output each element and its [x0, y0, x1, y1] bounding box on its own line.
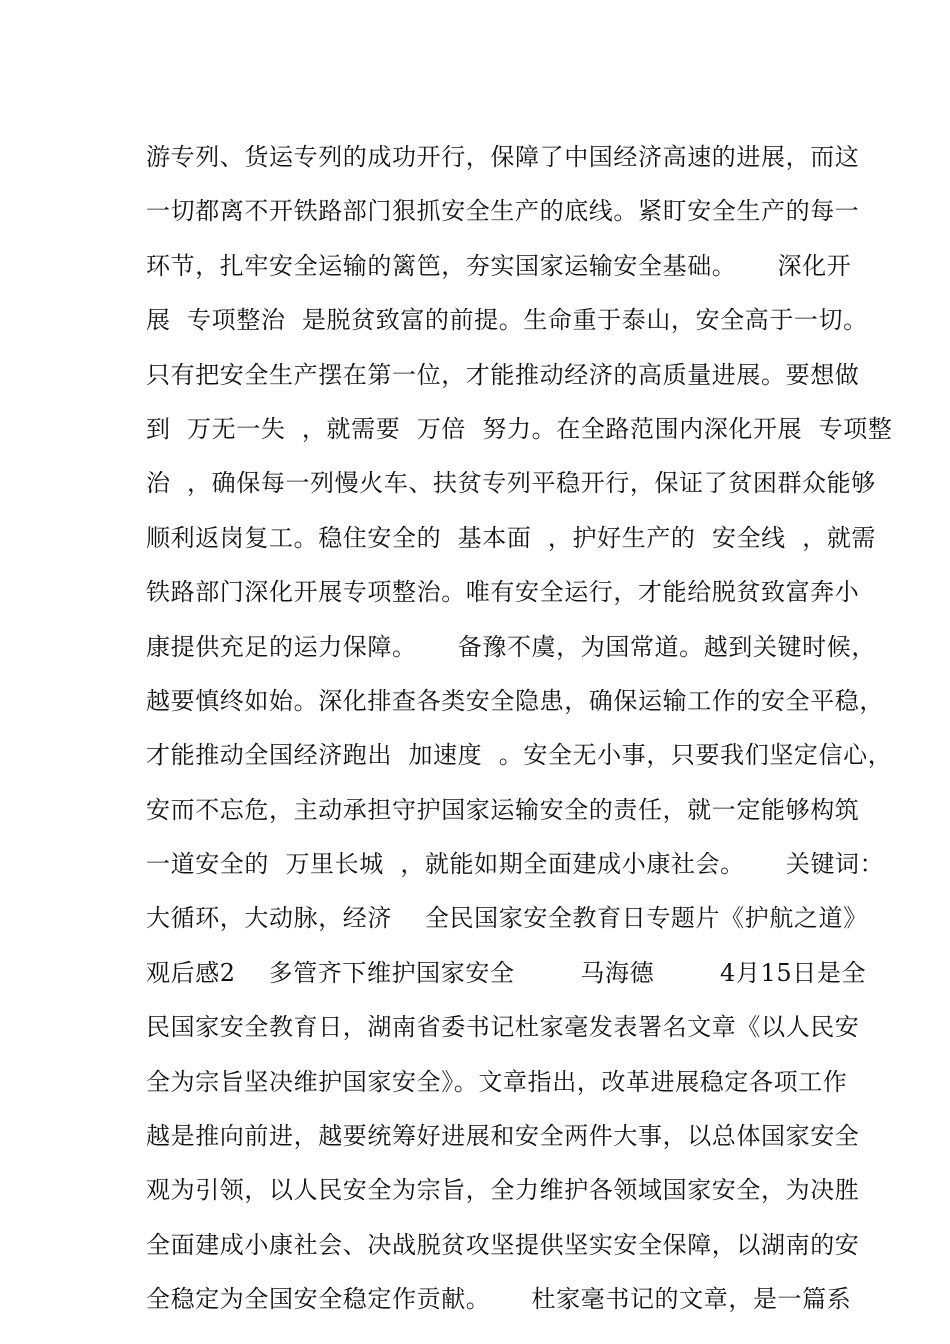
text-line: 顺利返岗复工。稳住安全的 基本面 ，护好生产的 安全线 ，就需	[146, 523, 877, 552]
text-line: 铁路部门深化开展专项整治。唯有安全运行，才能给脱贫致富奔小	[146, 578, 860, 607]
text-line: 环节，扎牢安全运输的篱笆，夯实国家运输安全基础。 深化开	[146, 251, 852, 280]
text-line: 游专列、货运专列的成功开行，保障了中国经济高速的进展，而这	[146, 143, 860, 171]
text-line: 全为宗旨坚决维护国家安全》。文章指出，改革进展稳定各项工作	[146, 1067, 848, 1096]
text-line: 观为引领，以人民安全为宗旨，全力维护各领域国家安全，为决胜	[146, 1176, 860, 1205]
body-text	[146, 130, 893, 1327]
text-line: 观后感2 多管齐下维护国家安全 马海德 4月15日是全	[146, 958, 867, 987]
text-line: 才能推动全国经济跑出 加速度 。安全无小事，只要我们坚定信心，	[146, 741, 893, 770]
text-line: 越要慎终如始。深化排查各类安全隐患，确保运输工作的安全平稳，	[146, 686, 884, 715]
text-line: 全面建成小康社会、决战脱贫攻坚提供坚实安全保障，以湖南的安	[146, 1230, 860, 1259]
text-line: 安而不忘危，主动承担守护国家运输安全的责任，就一定能够构筑	[146, 795, 860, 824]
text-line: 康提供充足的运力保障。 备豫不虞，为国常道。越到关键时候，	[146, 632, 876, 661]
text-line: 一道安全的 万里长城 ，就能如期全面建成小康社会。 关键词：	[146, 850, 885, 879]
text-line: 展 专项整治 是脱贫致富的前提。生命重于泰山，安全高于一切。	[146, 306, 868, 335]
text-line: 治 ，确保每一列慢火车、扶贫专列平稳开行，保证了贫困群众能够	[146, 469, 876, 498]
text-line: 到 万无一失 ，就需要 万倍 努力。在全路范围内深化开展 专项整	[146, 414, 893, 443]
text-line: 民国家安全教育日，湖南省委书记杜家毫发表署名文章《以人民安	[146, 1013, 860, 1042]
text-line: 一切都离不开铁路部门狠抓安全生产的底线。紧盯安全生产的每一	[146, 197, 860, 226]
text-line: 大循环，大动脉，经济 全民国家安全教育日专题片《护航之道》	[146, 904, 868, 933]
text-line: 越是推向前进，越要统筹好进展和安全两件大事，以总体国家安全	[146, 1122, 860, 1151]
text-line: 只有把安全生产摆在第一位，才能推动经济的高质量进展。要想做	[146, 360, 860, 389]
text-line: 全稳定为全国安全稳定作贡献。 杜家毫书记的文章，是一篇系	[146, 1285, 852, 1314]
